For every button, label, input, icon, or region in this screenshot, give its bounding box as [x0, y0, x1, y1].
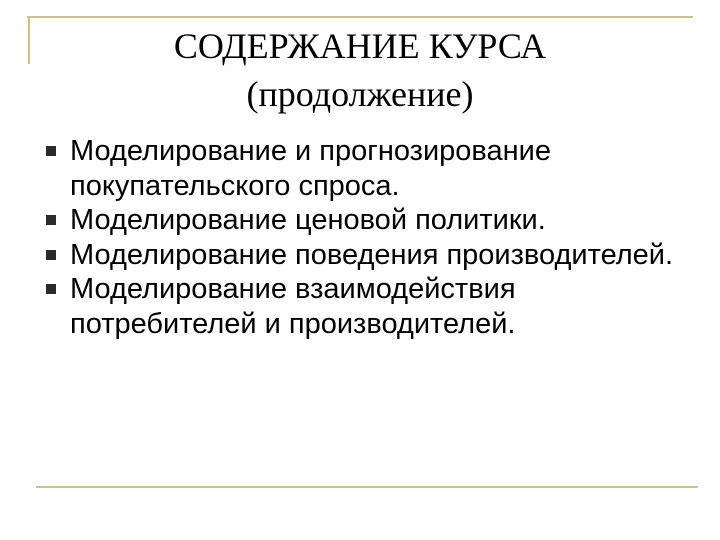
slide-title [60, 22, 660, 118]
bullet-text: Моделирование и прогнозирование покупательского спроса. [70, 135, 551, 202]
bullet-item [46, 134, 686, 203]
square-bullet-icon [46, 250, 56, 260]
bullet-item [46, 238, 686, 273]
bullet-text: Моделирование ценовой политики. [70, 204, 546, 236]
bullet-text: Моделирование поведения производителей. [70, 238, 674, 271]
square-bullet-icon [46, 284, 56, 294]
bullet-list [46, 134, 686, 341]
square-bullet-icon [46, 146, 56, 156]
title-line-1: СОДЕРЖАНИЕ КУРСА [173, 26, 547, 66]
bullet-item [46, 203, 686, 238]
title-line-2: (продолжение) [246, 74, 474, 114]
left-accent-line [28, 16, 30, 64]
bullet-item [46, 272, 686, 341]
bullet-text: Моделирование взаимодействия потребителей и производителей. [70, 273, 516, 340]
bottom-divider [36, 486, 698, 488]
top-divider [27, 16, 693, 18]
square-bullet-icon [46, 215, 56, 225]
